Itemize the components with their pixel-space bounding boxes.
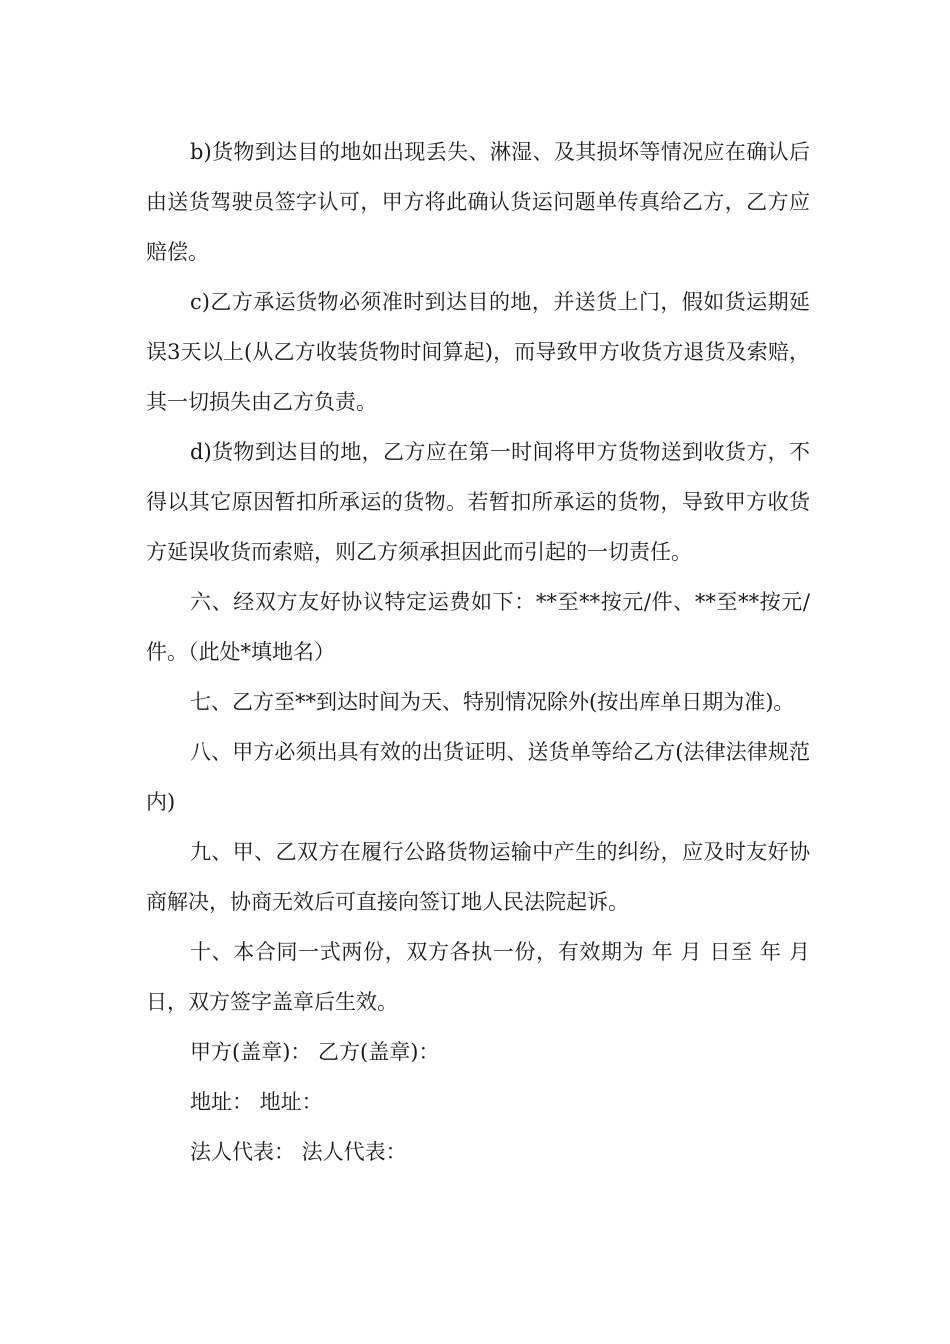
clause-8-proof: 八、甲方必须出具有效的出货证明、送货单等给乙方(法律法律规范内) [146,740,810,814]
signature-seal-line: 甲方(盖章)： 乙方(盖章)： [190,1040,440,1064]
signature-representative-line: 法人代表： 法人代表： [190,1140,407,1164]
clause-9-dispute: 九、甲、乙双方在履行公路货物运输中产生的纠纷，应及时友好协商解决，协商无效后可直接向签订地人民法院起诉。 [146,840,810,914]
document-body [146,127,810,1177]
clause-b-damage: b)货物到达目的地如出现丢失、淋湿、及其损坏等情况应在确认后由送货驾驶员签字认可，甲方将此确认货运问题单传真给乙方，乙方应赔偿。 [146,140,810,264]
signature-address-line: 地址： 地址： [190,1090,323,1114]
clause-10-validity: 十、本合同一式两份，双方各执一份，有效期为 年 月 日至 年 月 日，双方签字盖章后生效。 [146,940,810,1014]
clause-7-arrival: 七、乙方至**到达时间为天、特别情况除外(按出库单日期为准)。 [190,690,795,714]
clause-c-delay: c)乙方承运货物必须准时到达目的地，并送货上门，假如货运期延误3天以上(从乙方收装货物时间算起)，而导致甲方收货方退货及索赔，其一切损失由乙方负责。 [146,290,810,414]
clause-d-delivery: d)货物到达目的地，乙方应在第一时间将甲方货物送到收货方，不得以其它原因暂扣所承运的货物。若暂扣所承运的货物，导致甲方收货方延误收货而索赔，则乙方须承担因此而引起的一切责任。 [146,440,810,564]
clause-6-freight: 六、经双方友好协议特定运费如下：**至**按元/件、**至**按元/件。（此处*填地名） [146,590,810,664]
